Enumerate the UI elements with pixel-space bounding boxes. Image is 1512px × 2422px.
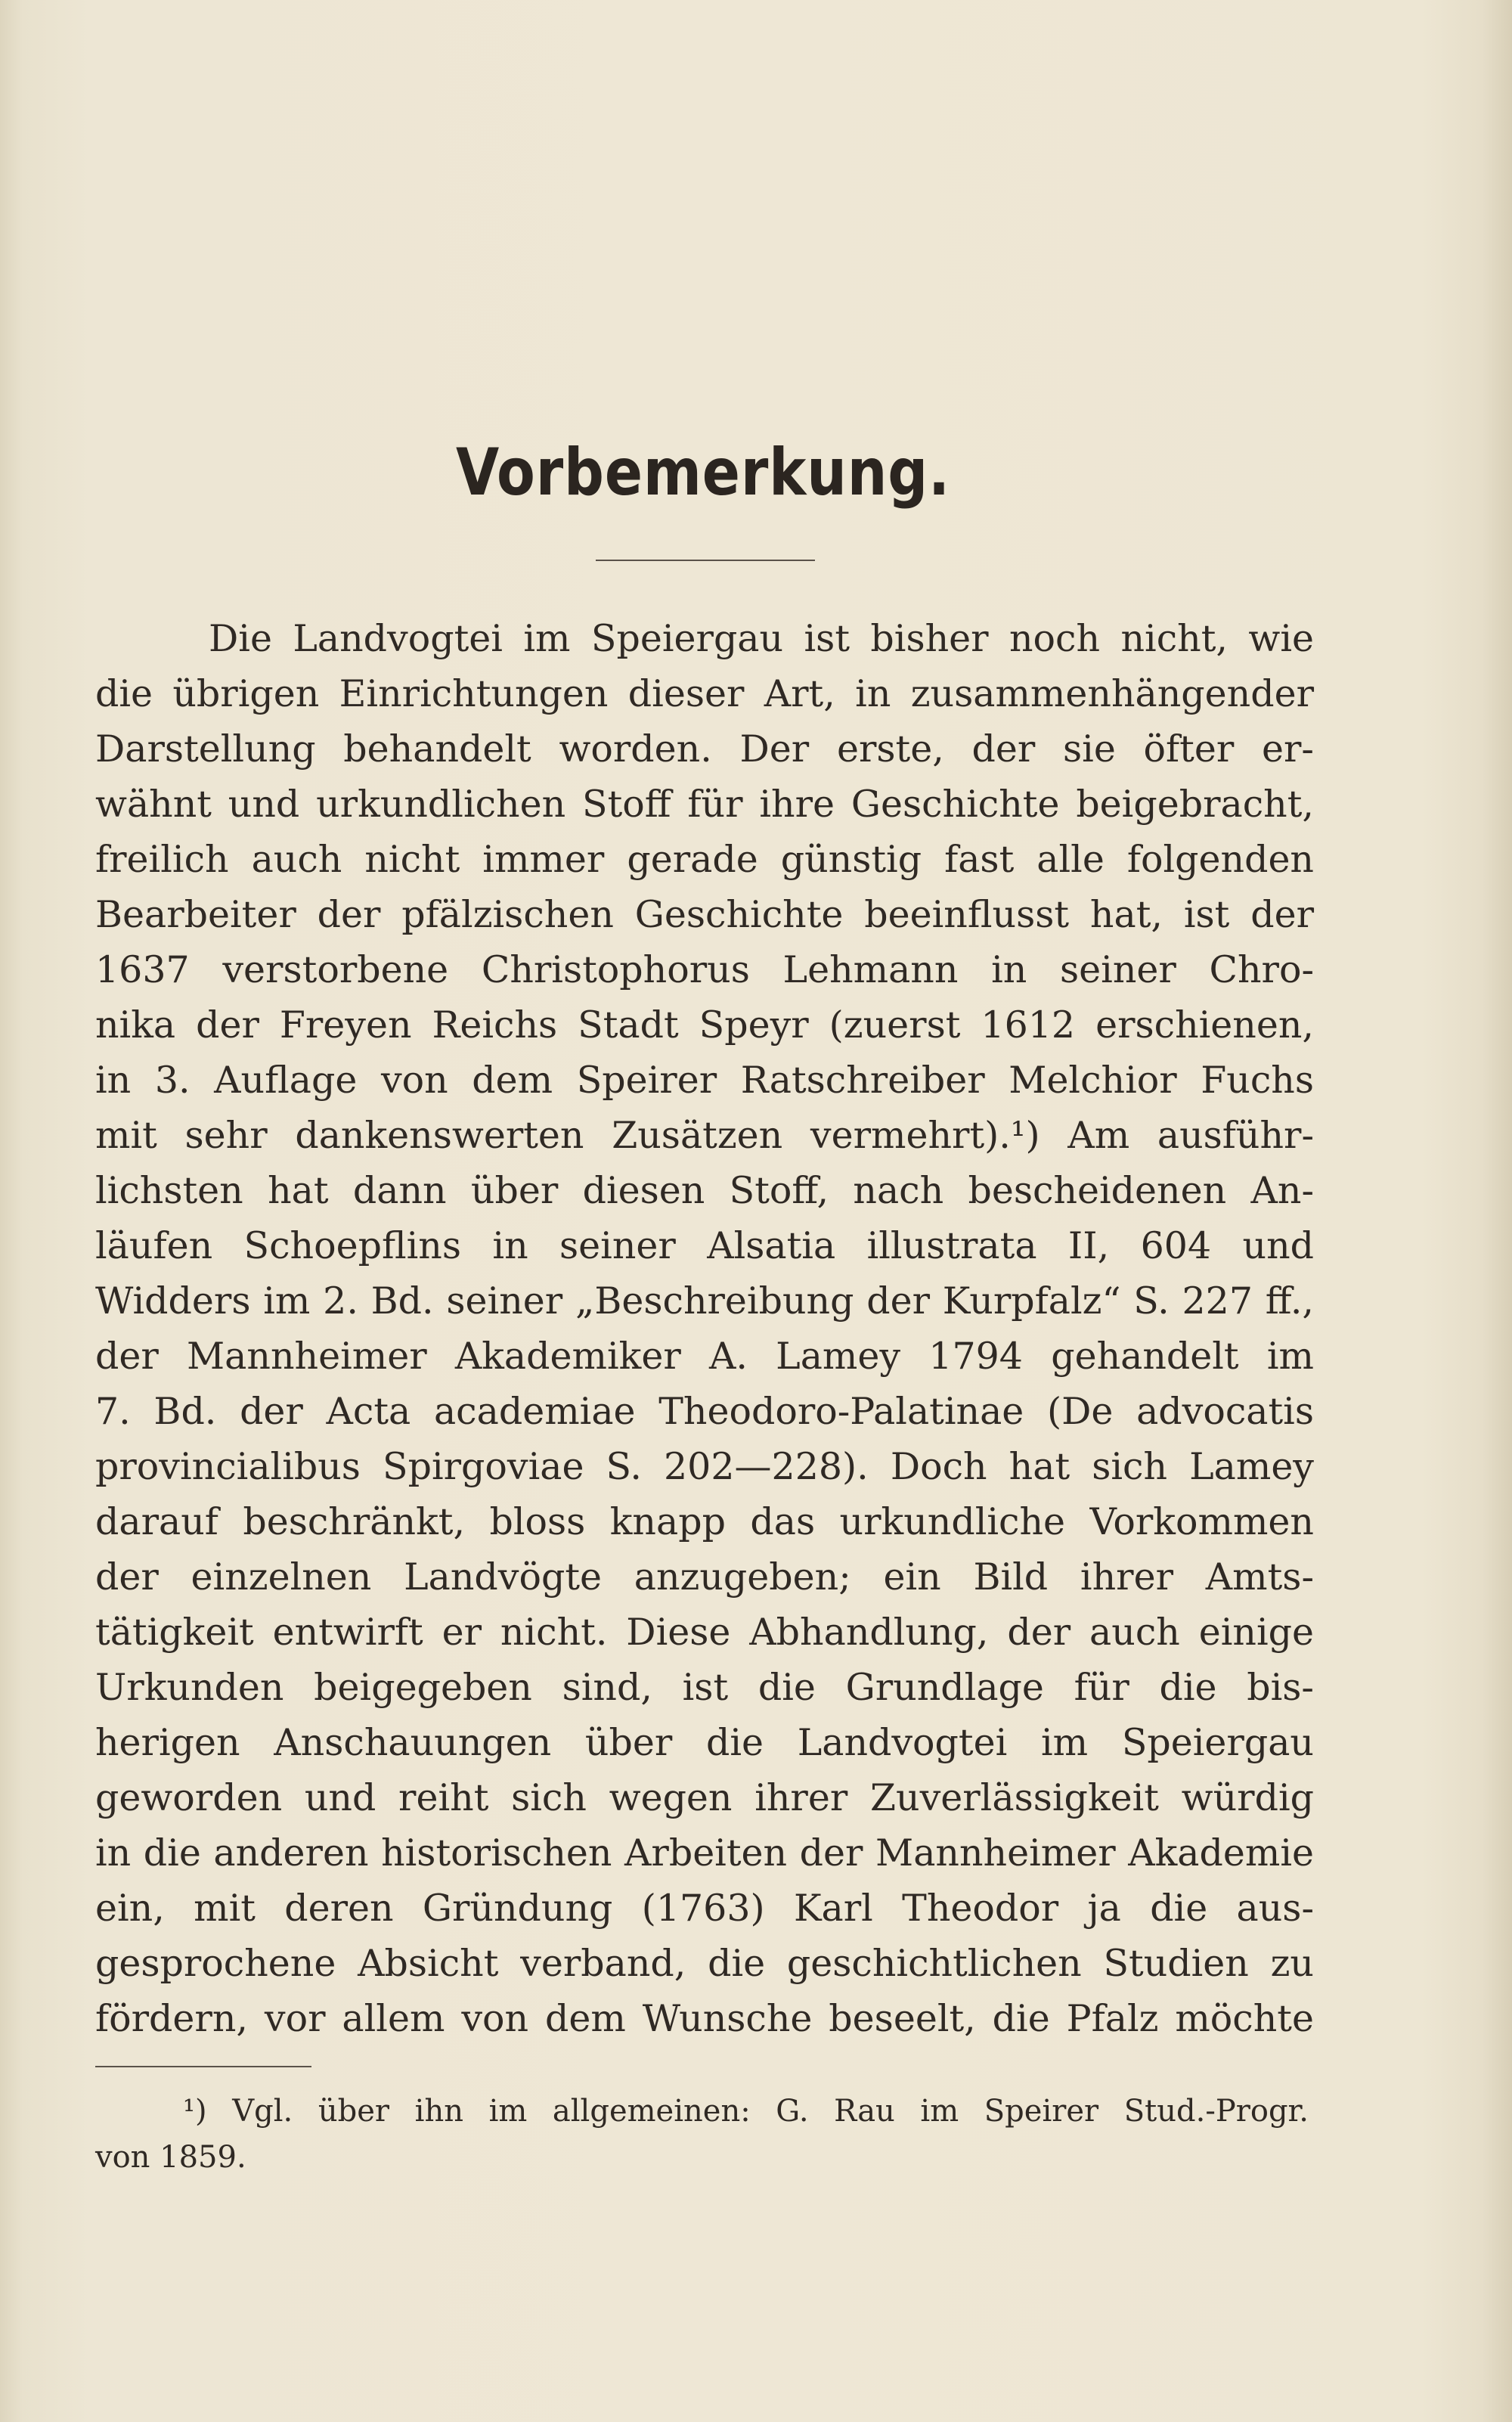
text-line: darauf beschränkt, bloss knapp das urkundliche Vorkommen — [95, 1500, 1314, 1543]
text-line: Urkunden beigegeben sind, ist die Grundlage für die bis- — [95, 1666, 1314, 1709]
text-line: herigen Anschauungen über die Landvogtei im Speiergau — [95, 1721, 1314, 1764]
body-paragraph — [95, 611, 1314, 2046]
text-line: 7. Bd. der Acta academiae Theodoro-Palatinae (De advocatis — [95, 1390, 1314, 1433]
text-line: Darstellung behandelt worden. Der erste, der sie öfter er- — [95, 727, 1314, 771]
footnote-line: ¹) Vgl. über ihn im allgemeinen: G. Rau im Speirer Stud.-Progr. — [183, 2094, 1309, 2129]
text-line: Die Landvogtei im Speiergau ist bisher noch nicht, wie — [209, 617, 1314, 660]
text-line: gesprochene Absicht verband, die geschichtlichen Studien zu — [95, 1942, 1314, 1985]
footnote — [95, 2089, 1309, 2181]
text-line: geworden und reiht sich wegen ihrer Zuverlässigkeit würdig — [95, 1776, 1314, 1819]
text-line: ein, mit deren Gründung (1763) Karl Theodor ja die aus- — [95, 1887, 1314, 1930]
text-line: fördern, vor allem von dem Wunsche beseelt, die Pfalz möchte — [95, 1997, 1314, 2040]
text-line: wähnt und urkundlichen Stoff für ihre Geschichte beigebracht, — [95, 783, 1314, 826]
text-line: in 3. Auflage von dem Speirer Ratschreiber Melchior Fuchs — [95, 1059, 1314, 1102]
title-divider — [596, 560, 815, 561]
text-line: provincialibus Spirgoviae S. 202—228). Doch hat sich Lamey — [95, 1445, 1314, 1488]
text-line: 1637 verstorbene Christophorus Lehmann in seiner Chro- — [95, 948, 1314, 991]
text-line: Bearbeiter der pfälzischen Geschichte beeinflusst hat, ist der — [95, 893, 1314, 936]
text-line: der Mannheimer Akademiker A. Lamey 1794 gehandelt im — [95, 1335, 1314, 1378]
text-line: tätigkeit entwirft er nicht. Diese Abhandlung, der auch einige — [95, 1611, 1314, 1654]
text-line: nika der Freyen Reichs Stadt Speyr (zuerst 1612 erschienen, — [95, 1003, 1314, 1047]
text-line: die übrigen Einrichtungen dieser Art, in zusammenhängender — [95, 672, 1314, 715]
text-line: Widders im 2. Bd. seiner „Beschreibung der Kurpfalz“ S. 227 ff., — [95, 1279, 1314, 1323]
footnote-divider — [95, 2066, 311, 2067]
footnote-line: von 1859. — [95, 2140, 246, 2175]
text-line: mit sehr dankenswerten Zusätzen vermehrt).¹) Am ausführ- — [95, 1114, 1314, 1157]
text-line: läufen Schoepflins in seiner Alsatia illustrata II, 604 und — [95, 1224, 1314, 1267]
text-line: der einzelnen Landvögte anzugeben; ein Bild ihrer Amts- — [95, 1555, 1314, 1599]
text-line: in die anderen historischen Arbeiten der Mannheimer Akademie — [95, 1831, 1314, 1875]
text-line: lichsten hat dann über diesen Stoff, nach bescheidenen An- — [95, 1169, 1314, 1212]
page-title: Vorbemerkung. — [455, 435, 951, 510]
text-line: freilich auch nicht immer gerade günstig fast alle folgenden — [95, 838, 1314, 881]
